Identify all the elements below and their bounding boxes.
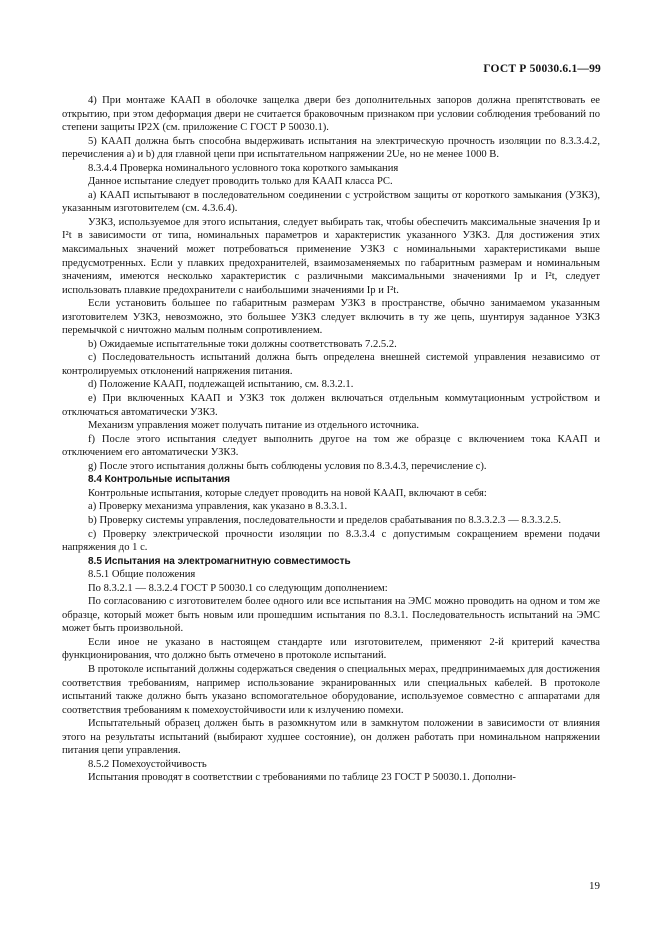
page-number: 19	[589, 880, 600, 892]
list-item: d) Положение КААП, подлежащей испытанию, см. 8.3.2.1.	[88, 379, 354, 391]
page-body	[62, 94, 600, 785]
section-heading: 8.5 Испытания на электромагнитную совместимость	[88, 555, 351, 567]
paragraph: Испытательный образец должен быть в разомкнутом или в замкнутом положении в зависимости от влияния этого на результаты испытаний (выбирают худшее состояние), он должен работать при номинальном напряжении питания цепи управления.	[62, 718, 600, 757]
paragraph: УЗКЗ, используемое для этого испытания, следует выбирать так, чтобы обеспечить максимальные значения Iр и I²t в зависимости от типа, номинальных параметров и характеристик указанного УЗКЗ. Для достижения этих максимальных значений может потребоваться применение УЗКЗ с номинальными характеристиками выше предусмотренных. Если у плавких предохранителей, взаимозаменяемых по габаритным размерам и номинальным значениям, имеются несколько характеристик с различными максимальными значениями Iр и I²t, следует использовать плавкие предохранители с наибольшими значениями Iр и I²t.	[62, 216, 600, 296]
paragraph: Если установить большее по габаритным размерам УЗКЗ в пространстве, обычно занимаемом указанным изготовителем УЗКЗ, невозможно, это большее УЗКЗ следует включить в ту же цепь, шунтируя заданное УЗКЗ перемычкой с ничтожно малым полным сопротивлением.	[62, 298, 600, 337]
paragraph: В протоколе испытаний должны содержаться сведения о специальных мерах, предпринимаемых для достижения соответствия требованиям, например использование экранированных или специальных кабелей. В протоколе испытаний также должно быть указано вспомогательное оборудование, используемое совместно с аппаратами для соответствия требованиям к помехоустойчивости или к излучению помехи.	[62, 663, 600, 716]
paragraph: Контрольные испытания, которые следует проводить на новой КААП, включают в себя:	[88, 487, 487, 499]
list-item: c) Проверку электрической прочности изоляции по 8.3.3.4 с допустимым сокращением времени подачи напряжения до 1 с.	[62, 528, 600, 554]
subsection-heading: 8.5.1 Общие положения	[88, 569, 196, 581]
list-item: b) Проверку системы управления, последовательности и пределов срабатывания по 8.3.3.2.3 — 8.3.3.2.5.	[88, 514, 562, 526]
document-header: ГОСТ Р 50030.6.1—99	[483, 63, 601, 75]
paragraph: Если иное не указано в настоящем стандарте или изготовителем, применяют 2-й критерий качества функционирования, что должно быть отмечено в протоколе испытаний.	[62, 636, 600, 662]
paragraph: 5) КААП должна быть способна выдерживать испытания на электрическую прочность изоляции по 8.3.3.4.2, перечисления a) и b) для главной цепи при испытательном напряжении 2Uе, но не менее 1000 В.	[62, 135, 600, 161]
list-item: a) Проверку механизма управления, как указано в 8.3.3.1.	[88, 501, 348, 513]
paragraph: 4) При монтаже КААП в оболочке защелка двери без дополнительных запоров должна препятствовать ее открытию, при этом деформация двери не считается браковочным признаком при условии соблюдения требований по степени защиты IP2X (см. приложение С ГОСТ Р 50030.1).	[62, 95, 600, 134]
paragraph: По 8.3.2.1 — 8.3.2.4 ГОСТ Р 50030.1 со следующим дополнением:	[88, 582, 388, 594]
section-heading: 8.3.4.4 Проверка номинального условного тока короткого замыкания	[88, 162, 399, 174]
list-item: b) Ожидаемые испытательные токи должны соответствовать 7.2.5.2.	[88, 338, 397, 350]
paragraph: По согласованию с изготовителем более одного или все испытания на ЭМС можно проводить на одном и том же образце, который может быть новым или прошедшим испытания по 8.3.1. Последовательность испытаний на ЭМС может быть произвольной.	[62, 596, 600, 635]
section-heading: 8.4 Контрольные испытания	[88, 474, 230, 486]
list-item: a) КААП испытывают в последовательном соединении с устройством защиты от короткого замыкания (УЗКЗ), указанным изготовителем (см. 4.3.6.4).	[62, 189, 600, 215]
list-item: g) После этого испытания должны быть соблюдены условия по 8.3.4.3, перечисление c).	[88, 460, 487, 472]
list-item: e) При включенных КААП и УЗКЗ ток должен включаться отдельным коммутационным устройством и отключаться автоматически УЗКЗ.	[62, 393, 600, 418]
paragraph: Данное испытание следует проводить только для КААП класса PC.	[88, 176, 393, 188]
paragraph: Механизм управления может получать питание из отдельного источника.	[88, 420, 420, 432]
paragraph: Испытания проводят в соответствии с требованиями по таблице 23 ГОСТ Р 50030.1. Дополни-	[88, 772, 516, 784]
list-item: c) Последовательность испытаний должна быть определена внешней системой управления независимо от контролируемых отклонений напряжения питания.	[62, 352, 600, 377]
subsection-heading: 8.5.2 Помехоустойчивость	[88, 758, 207, 770]
list-item: f) После этого испытания следует выполнить другое на том же образце с включением тока КААП и отключением его автоматически УЗКЗ.	[62, 433, 600, 459]
